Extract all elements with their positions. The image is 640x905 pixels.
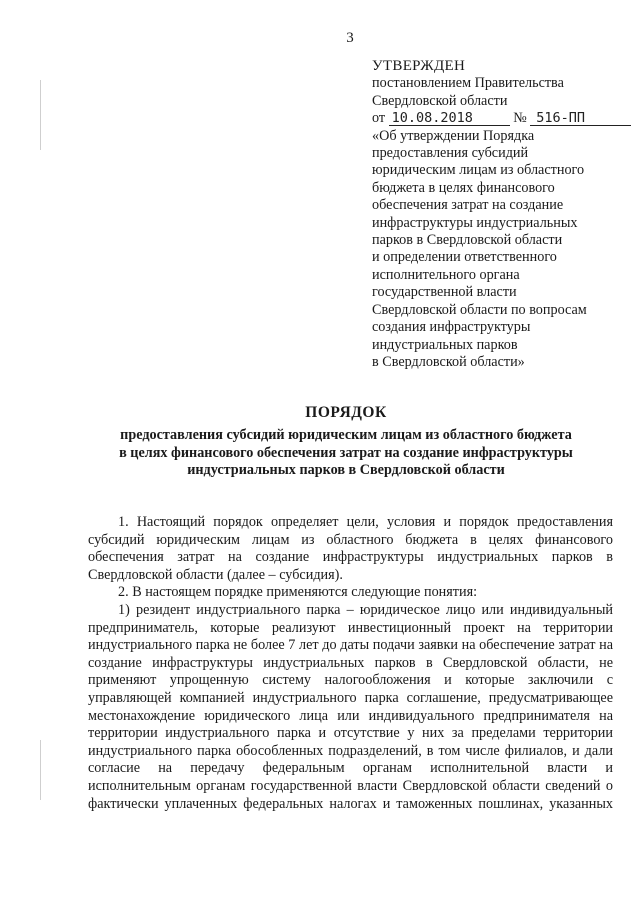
approval-title-line: и определении ответственного (372, 249, 557, 266)
approval-title-line: парков в Свердловской области (372, 232, 563, 249)
approval-heading: УТВЕРЖДЕН (372, 58, 466, 74)
scan-margin-mark (40, 740, 41, 800)
approval-title-line: создания инфраструктуры (372, 319, 531, 336)
paragraph-definitions-intro: 2. В настоящем порядке применяются следующие понятия: (118, 584, 478, 601)
subtitle-line: в целях финансового обеспечения затрат на создание инфраструктуры (119, 444, 573, 461)
document-title: ПОРЯДОК (305, 404, 387, 421)
date-prefix: от (372, 110, 386, 127)
approval-line: Свердловской области (372, 92, 508, 109)
approval-title-line: Свердловской области по вопросам (372, 301, 587, 318)
number-field (530, 111, 631, 126)
approval-stamp-block (372, 58, 622, 371)
approval-title-line: индустриальных парков (372, 336, 518, 353)
date-field (389, 111, 510, 126)
approval-line: постановлением Правительства (372, 75, 564, 92)
approval-title-line: исполнительного органа (372, 266, 520, 283)
approval-title-line: в Свердловской области» (372, 353, 525, 370)
approval-title-line: «Об утверждении Порядка (372, 127, 535, 144)
approval-title-line: государственной власти (372, 284, 517, 301)
approval-title-line: инфраструктуры индустриальных (372, 214, 578, 231)
document-subtitle (92, 427, 600, 480)
paragraph-purpose: 1. Настоящий порядок определяет цели, условия и порядок предоставления субсидий юридическим лицам из областного бюджета в целях финансового обеспечения затрат на создание инфраструктуры индустриальных парков в Свердловской области (далее – субсидия). (88, 514, 613, 583)
approval-title-line: обеспечения затрат на создание (372, 197, 564, 214)
date-value: 10.08.2018 (391, 110, 473, 127)
approval-title-line: бюджета в целях финансового (372, 179, 555, 196)
page-number: 3 (346, 30, 354, 46)
number-value: 516-ПП (536, 110, 586, 127)
approval-date-number-line (372, 110, 622, 127)
paragraph-definition-resident: 1) резидент индустриального парка – юридическое лицо или индивидуальный предприниматель, которые реализуют инвестиционный проект на территории индустриального парка не более 7 лет до даты подачи заявки на обеспечение затрат на создание инфраструктуры индустриальных парков в Свердловской области, не применяют упрощенную систему налогообложения и которые заключили с управляющей компанией индустриального парка соглашение, предусматривающее местонахождение юридического лица или индивидуального предпринимателя на территории индустриального парка и отсутствие у них за пределами территории индустриального парка обособленных подразделений, в том числе филиалов, и дали согласие на передачу федеральным органам исполнительной власти и исполнительным органам государственной власти Свердловской области сведений о фактически уплаченных федеральных налогах и таможенных пошлинах, указанных (88, 601, 613, 812)
scan-margin-mark (40, 80, 41, 150)
document-body (88, 514, 613, 813)
subtitle-line: индустриальных парков в Свердловской области (187, 462, 505, 479)
number-prefix: № (513, 110, 527, 127)
approval-title-line: предоставления субсидий (372, 145, 529, 162)
approval-title-line: юридическим лицам из областного (372, 162, 585, 179)
subtitle-line: предоставления субсидий юридическим лицам из областного бюджета (120, 427, 572, 443)
